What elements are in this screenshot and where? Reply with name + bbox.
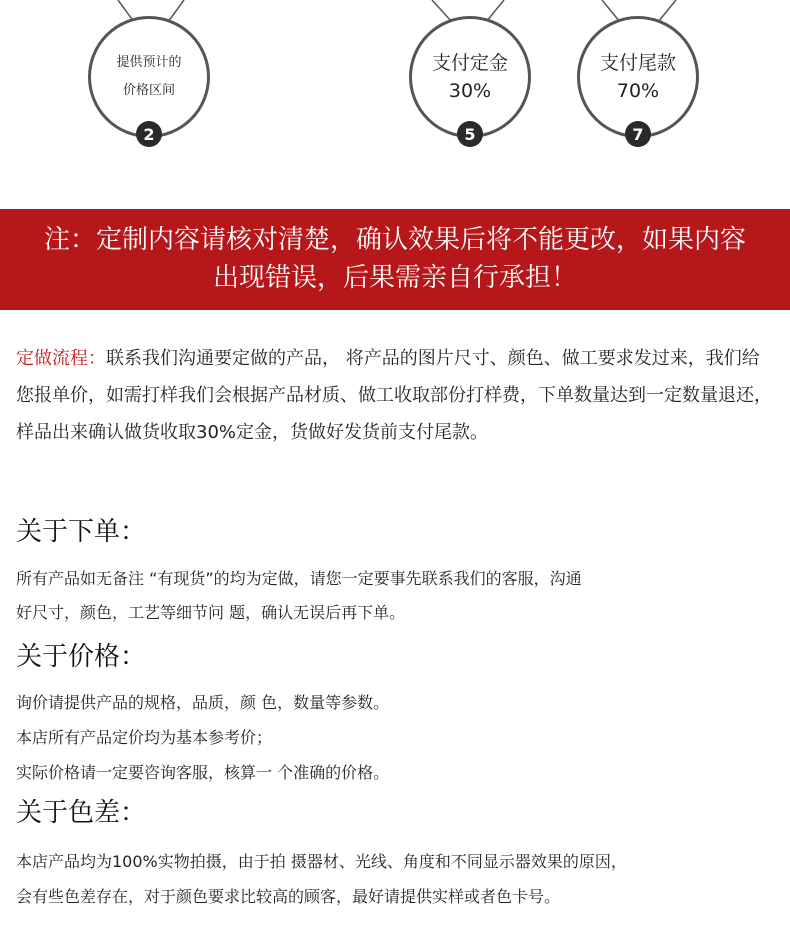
notice-line: 出现错误，后果需亲自行承担！: [212, 263, 577, 293]
process-paragraph: [16, 340, 776, 451]
step-circle-final-payment: [577, 16, 699, 138]
notice-banner: [0, 209, 790, 310]
step-label: 支付定金: [431, 52, 508, 74]
step-percent: 30%: [448, 80, 492, 102]
price-text-line: 询价请提供产品的规格，品质，颜 色，数量等参数。: [16, 693, 390, 712]
step-label: 提供预计的: [116, 55, 182, 70]
color-text-line: 本店产品均为100%实物拍摄，由于拍 摄器材、光线、角度和不同显示器效果的原因，: [16, 852, 627, 871]
step-number-badge: 5: [457, 121, 483, 147]
section-title-price: 关于价格：: [16, 642, 147, 672]
notice-line: 注：定制内容请核对清楚，确认效果后将不能更改，如果内容: [43, 225, 746, 255]
section-title-color: 关于色差：: [16, 798, 147, 828]
step-circle-deposit: [409, 16, 531, 138]
step-number-badge: 2: [136, 121, 162, 147]
step-number-badge: 7: [625, 121, 651, 147]
step-circle-price-range: [88, 16, 210, 138]
step-percent: 70%: [616, 80, 660, 102]
price-text-line: 实际价格请一定要咨询客服，核算一 个准确的价格。: [16, 763, 390, 782]
order-text-line: 所有产品如无备注 “有现货”的均为定做，请您一定要事先联系我们的客服，沟通: [16, 569, 582, 588]
order-text-line: 好尺寸，颜色，工艺等细节问 题，确认无误后再下单。: [16, 603, 406, 622]
color-text-line: 会有些色差存在，对于颜色要求比较高的顾客，最好请提供实样或者色卡号。: [16, 887, 561, 906]
step-label: 支付尾款: [599, 52, 676, 74]
process-text: 联系我们沟通要定做的产品， 将产品的图片尺寸、颜色、做工要求发过来，我们给您报单价，如需打样我们会根据产品材质、做工收取部份打样费，下单数量达到一定数量退还，样品出来确认做货收取30%定金，货做好发货前支付尾款。: [16, 348, 772, 443]
step-label: 价格区间: [122, 83, 175, 98]
section-title-order: 关于下单：: [16, 517, 147, 547]
process-label: 定做流程：: [16, 348, 106, 369]
price-text-line: 本店所有产品定价均为基本参考价；: [16, 728, 273, 747]
